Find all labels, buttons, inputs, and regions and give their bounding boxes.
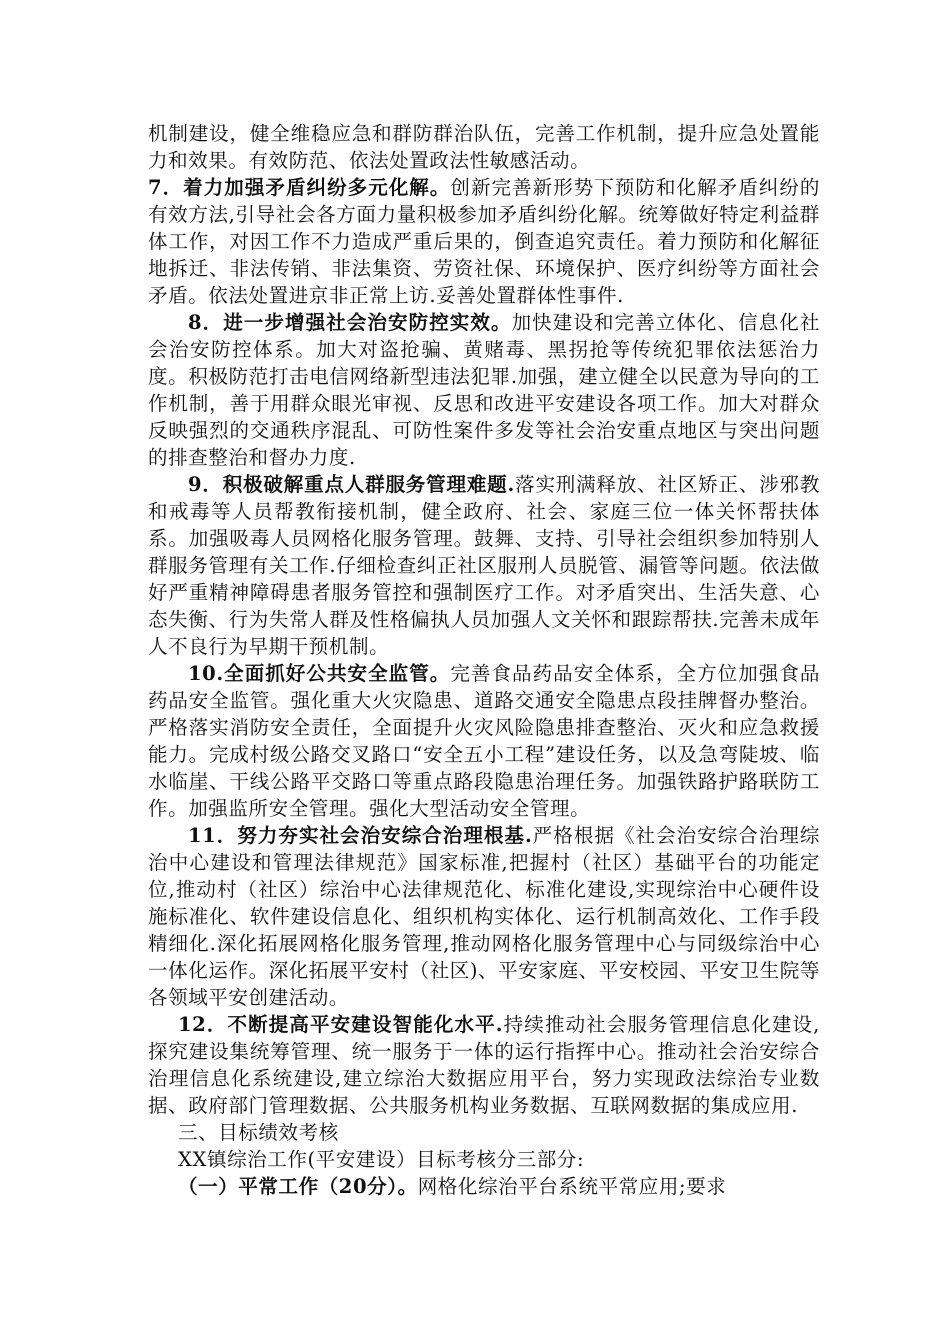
paragraph-item-9	[148, 471, 820, 660]
paragraph-item-8	[148, 309, 820, 471]
item-9-text: 落实刑满释放、社区矫正、涉邪教和戒毒等人员帮教衔接机制，健全政府、社会、家庭三位一体关怀帮扶体系。加强吸毒人员网格化服务管理。鼓舞、支持、引导社会组织参加特别人群服务管理有关工作.仔细检查纠正社区服刑人员脱管、漏管等问题。依法做好严重精神障碍患者服务管控和强制医疗工作。对矛盾突出、生活失意、心态失衡、行为失常人群及性格偏执人员加强人文关怀和跟踪帮扶.完善未成年人不良行为早期干预机制。	[148, 473, 820, 658]
item-11-heading: 11．努力夯实社会治安综合治理根基.	[188, 824, 533, 847]
item-8-heading: 8．进一步增强社会治安防控实效。	[188, 311, 512, 334]
section-3-title: 三、目标绩效考核	[178, 1121, 339, 1144]
item-10-text: 完善食品药品安全体系，全方位加强食品药品安全监管。强化重大火灾隐患、道路交通安全隐患点段挂牌督办整治。严格落实消防安全责任，全面提升火灾风险隐患排查整治、灭火和应急救援能力。完成村级公路交叉路口“安全五小工程”建设任务，以及急弯陡坡、临水临崖、干线公路平交路口等重点路段隐患治理任务。加强铁路护路联防工作。加强监所安全管理。强化大型活动安全管理。	[148, 662, 820, 820]
item-9-heading: 9．积极破解重点人群服务管理难题.	[188, 473, 515, 496]
item-12-text: 持续推动社会服务管理信息化建设,探究建设集统筹管理、统一服务于一体的运行指挥中心。推动社会治安综合治理信息化系统建设,建立综治大数据应用平台，努力实现政法综治专业数据、政府部门管理数据、公共服务机构业务数据、互联网数据的集成应用.	[148, 1013, 820, 1117]
paragraph-text: 机制建设，健全维稳应急和群防群治队伍，完善工作机制，提升应急处置能力和效果。有效防范、依法处置政法性敏感活动。	[148, 122, 820, 172]
item-7-text: 创新完善新形势下预防和化解矛盾纠纷的有效方法,引导社会各方面力量积极参加矛盾纠纷化解。统筹做好特定利益群体工作，对因工作不力造成严重后果的，倒查追究责任。着力预防和化解征地拆迁、非法传销、非法集资、劳资社保、环境保护、医疗纠纷等方面社会矛盾。依法处置进京非正常上访.妥善处置群体性事件.	[148, 176, 820, 307]
paragraph-item-10	[148, 660, 820, 822]
paragraph-intro	[148, 1146, 820, 1173]
part-1-heading: （一）平常工作（20分）。	[178, 1175, 418, 1198]
paragraph-part-1	[148, 1173, 820, 1200]
paragraph-item-12	[148, 1011, 820, 1119]
paragraph-continuation	[148, 120, 820, 174]
item-8-text: 加快建设和完善立体化、信息化社会治安防控体系。加大对盗抢骗、黄赌毒、黑拐抢等传统犯罪依法惩治力度。积极防范打击电信网络新型违法犯罪.加强，建立健全以民意为导向的工作机制，善于用群众眼光审视、反思和改进平安建设各项工作。加大对群众反映强烈的交通秩序混乱、可防性案件多发等社会治安重点地区与突出问题的排查整治和督办力度.	[148, 311, 820, 469]
item-10-heading: 10.全面抓好公共安全监管。	[188, 662, 451, 685]
document-page	[148, 120, 820, 1200]
item-7-heading: 7．着力加强矛盾纠纷多元化解。	[148, 176, 451, 199]
item-11-text: 严格根据《社会治安综合治理综治中心建设和管理法律规范》国家标准,把握村（社区）基础平台的功能定位,推动村（社区）综治中心法律规范化、标准化建设,实现综治中心硬件设施标准化、软件建设信息化、组织机构实体化、运行机制高效化、工作手段精细化.深化拓展网格化服务管理,推动网格化服务管理中心与同级综治中心一体化运作。深化拓展平安村（社区)、平安家庭、平安校园、平安卫生院等各领域平安创建活动。	[148, 824, 820, 1009]
part-1-text: 网格化综治平台系统平常应用;要求	[417, 1175, 727, 1198]
paragraph-item-11	[148, 822, 820, 1011]
paragraph-item-7	[148, 174, 820, 309]
intro-text: XX镇综治工作(平安建设）目标考核分三部分:	[178, 1148, 585, 1171]
item-12-heading: 12．不断提高平安建设智能化水平.	[178, 1013, 504, 1036]
section-heading-3	[148, 1119, 820, 1146]
